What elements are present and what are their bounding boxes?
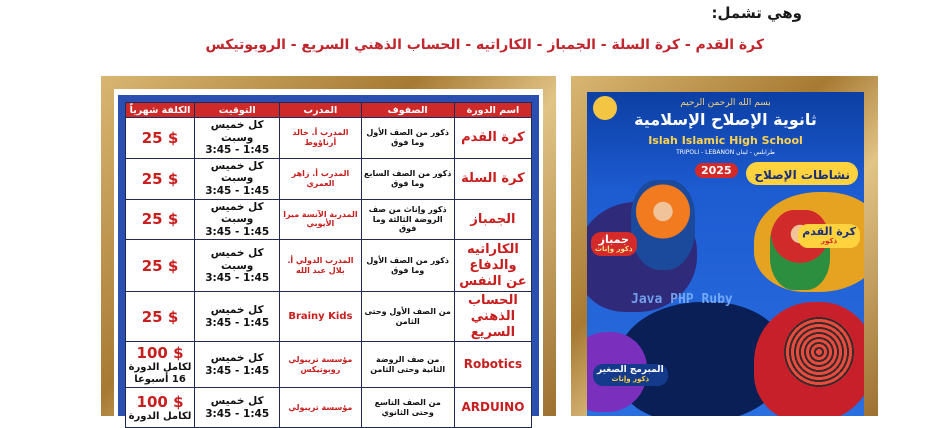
schedule-row xyxy=(126,342,532,388)
schedule-row xyxy=(126,118,532,159)
course-time xyxy=(195,292,280,342)
course-days: كل خميس وسبت xyxy=(210,200,264,226)
tag-soccer-label: كرة القدم xyxy=(802,225,856,238)
course-name: ARDUINO xyxy=(454,388,531,428)
course-cost-value: 25 $ xyxy=(141,128,179,147)
schedule-row xyxy=(126,158,532,199)
course-hours: 3:45 - 1:45 xyxy=(205,364,270,377)
schedule-table xyxy=(125,102,532,428)
tag-gymnastics xyxy=(591,232,637,256)
course-hours: 3:45 - 1:45 xyxy=(205,184,270,197)
tag-soccer-sub: ذكور xyxy=(821,237,838,246)
poster-title-text: نشاطات الإصلاح xyxy=(754,168,850,182)
course-grades: ذكور من الصف الأول وما فوق xyxy=(361,118,454,159)
code-background-image: Java PHP Ruby xyxy=(631,292,733,307)
tag-programmer-sub: ذكور وإناث xyxy=(611,374,650,383)
activities-poster xyxy=(587,92,864,416)
course-cost-note: لكامل الدورة xyxy=(128,410,192,422)
course-hours: 3:45 - 1:45 xyxy=(205,316,270,329)
course-cost-value: 100 $ xyxy=(136,392,184,411)
course-days: كل خميس وسبت xyxy=(210,246,264,272)
course-time xyxy=(195,158,280,199)
course-cost-value: 25 $ xyxy=(141,307,179,326)
course-coach: المدرب الدولي أ. بلال عبد الله xyxy=(280,240,361,292)
bismillah: بسم الله الرحمن الرحيم xyxy=(680,98,771,108)
course-cost xyxy=(126,199,195,240)
course-cost xyxy=(126,388,195,428)
course-cost-value: 25 $ xyxy=(141,169,179,188)
course-name: الجمباز xyxy=(454,199,531,240)
course-days: كل خميس xyxy=(210,352,264,365)
course-hours: 3:45 - 1:45 xyxy=(205,225,270,238)
course-days: كل خميس وسبت xyxy=(210,119,264,144)
school-name-arabic: ثانوية الإصلاح الإسلامية xyxy=(634,110,817,129)
schedule-flyer xyxy=(114,89,543,422)
course-hours: 3:45 - 1:45 xyxy=(205,272,270,285)
course-cost xyxy=(126,342,195,388)
course-cost-value: 100 $ xyxy=(136,343,184,362)
course-hours: 3:45 - 1:45 xyxy=(205,407,270,420)
tag-gymnastics-label: جمباز xyxy=(598,233,629,246)
basketball-hoop-photo xyxy=(784,317,854,387)
course-grades: من الصف التاسع وحتى الثانوي xyxy=(361,388,454,428)
header-time: التوقيت xyxy=(195,103,280,118)
course-coach: المدرب أ. زاهر العمري xyxy=(280,158,361,199)
course-coach: Brainy Kids xyxy=(280,292,361,342)
header-course: اسم الدورة xyxy=(454,103,531,118)
tag-programmer xyxy=(593,364,668,386)
course-name: كرة السلة xyxy=(454,158,531,199)
course-cost-note: لكامل الدورة xyxy=(128,361,192,373)
course-cost-duration: 16 أسبوعا xyxy=(134,373,186,385)
course-time xyxy=(195,342,280,388)
header-coach: المدرب xyxy=(280,103,361,118)
schedule-flyer-frame xyxy=(101,76,556,422)
soccer-player-photo xyxy=(770,210,830,290)
tag-programmer-label: المبرمج الصغير xyxy=(597,365,664,375)
course-days: كل خميس xyxy=(210,395,264,408)
course-days: كل خميس xyxy=(210,304,264,317)
course-time xyxy=(195,240,280,292)
poster-title xyxy=(746,162,858,185)
tag-soccer xyxy=(798,224,860,248)
course-grades: من الصف الأول وحتى الثامن xyxy=(361,292,454,342)
activities-list: كرة القدم - كرة السلة - الجمباز - الكاراتيه - الحساب الذهني السريع - الروبوتيكس xyxy=(205,37,764,53)
intro-heading: وهي تشمل: xyxy=(711,4,802,22)
course-cost xyxy=(126,292,195,342)
schedule-flyer-background xyxy=(118,95,539,422)
schedule-row xyxy=(126,388,532,428)
schedule-row xyxy=(126,240,532,292)
course-days: كل خميس وسبت xyxy=(210,159,264,185)
course-time xyxy=(195,388,280,428)
header-grades: الصفوف xyxy=(361,103,454,118)
course-coach: مؤسسة تريبولي روبوتيكس xyxy=(280,342,361,388)
course-coach: مؤسسة تريبولي xyxy=(280,388,361,428)
course-cost-value: 25 $ xyxy=(141,210,179,229)
course-grades: ذكور وإناث من صف الروضة الثالثة وما فوق xyxy=(361,199,454,240)
course-coach: المدرب أ. خالد أرناؤوط xyxy=(280,118,361,159)
course-name: كرة القدم xyxy=(454,118,531,159)
course-time xyxy=(195,199,280,240)
course-grades: ذكور من الصف الأول وما فوق xyxy=(361,240,454,292)
year-badge: 2025 xyxy=(695,163,738,178)
schedule-row xyxy=(126,292,532,342)
school-name-english: Islah Islamic High School xyxy=(648,134,803,147)
course-hours: 3:45 - 1:45 xyxy=(205,144,270,157)
schedule-header-row xyxy=(126,103,532,118)
course-name: الحساب الذهني السريع xyxy=(454,292,531,342)
course-name: Robotics xyxy=(454,342,531,388)
school-location: TRIPOLI - LEBANON طرابلس - لبنان xyxy=(676,149,775,156)
course-cost xyxy=(126,118,195,159)
course-cost-value: 25 $ xyxy=(141,256,179,275)
activities-poster-frame xyxy=(571,76,878,416)
gymnast-photo xyxy=(631,180,695,270)
course-grades: ذكور من الصف السابع وما فوق xyxy=(361,158,454,199)
schedule-row xyxy=(126,199,532,240)
course-grades: من صف الروضة الثانية وحتى الثامن xyxy=(361,342,454,388)
course-coach: المدربة الآنسة ميرا الأيوبي xyxy=(280,199,361,240)
tag-gymnastics-sub: ذكور وإناث xyxy=(595,245,633,254)
course-cost xyxy=(126,158,195,199)
course-name: الكاراتيه والدفاع عن النفس xyxy=(454,240,531,292)
header-cost: الكلفة شهرياً xyxy=(126,103,195,118)
course-time xyxy=(195,118,280,159)
course-cost xyxy=(126,240,195,292)
